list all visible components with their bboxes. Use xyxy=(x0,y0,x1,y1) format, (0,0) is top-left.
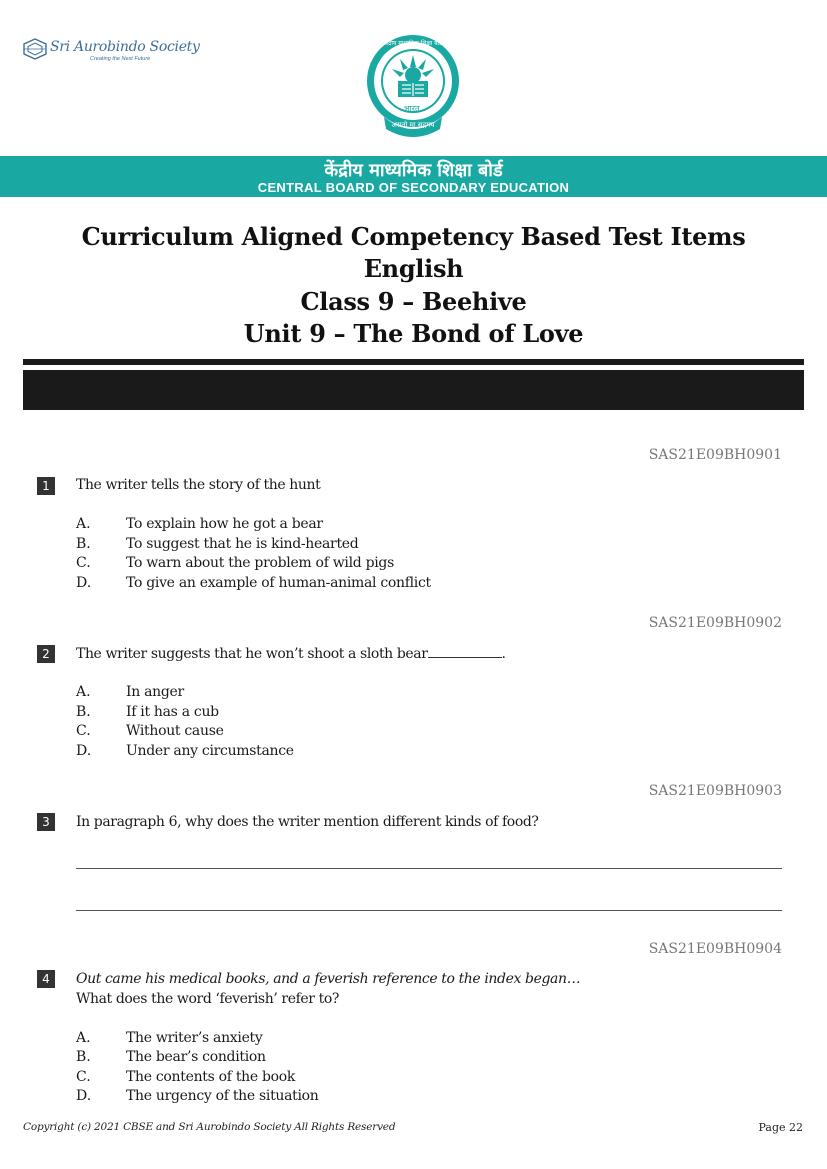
option-text: The contents of the book xyxy=(126,1069,296,1085)
option-label: D. xyxy=(76,1088,92,1104)
board-name-hindi: केंद्रीय माध्यमिक शिक्षा बोर्ड xyxy=(324,160,503,181)
option-label: A. xyxy=(76,516,91,532)
option-label: C. xyxy=(76,1069,91,1085)
board-banner xyxy=(0,156,827,197)
answer-line[interactable] xyxy=(76,910,782,911)
question-text: The writer tells the story of the hunt xyxy=(76,477,321,493)
option-label: C. xyxy=(76,555,91,571)
question-text-line xyxy=(76,645,506,662)
fill-in-blank xyxy=(428,645,502,658)
question-number-badge: 4 xyxy=(37,970,55,988)
option-label: D. xyxy=(76,743,92,759)
option-label: C. xyxy=(76,723,91,739)
question-text: In paragraph 6, why does the writer mention different kinds of food? xyxy=(76,814,539,830)
option-text: To explain how he got a bear xyxy=(126,516,323,532)
question-code: SAS21E09BH0904 xyxy=(648,941,782,957)
option-text: To suggest that he is kind-hearted xyxy=(126,536,359,552)
emblem-bharat-text: भारत xyxy=(404,104,420,113)
option-label: B. xyxy=(76,1049,91,1065)
divider-bar xyxy=(23,370,804,410)
option-text: Without cause xyxy=(126,723,224,739)
option-text: Under any circumstance xyxy=(126,743,294,759)
cbse-emblem xyxy=(364,33,462,143)
question-code: SAS21E09BH0903 xyxy=(648,783,782,799)
board-name-english: CENTRAL BOARD OF SECONDARY EDUCATION xyxy=(257,180,570,195)
sas-logo-name: Sri Aurobindo Society xyxy=(50,39,200,55)
option-text: The writer’s anxiety xyxy=(126,1030,263,1046)
question-number-badge: 1 xyxy=(37,477,55,495)
document-title: Curriculum Aligned Competency Based Test Items xyxy=(81,222,746,251)
option-label: A. xyxy=(76,684,91,700)
option-text: If it has a cub xyxy=(126,704,219,720)
sas-logo-tagline: Creating the Next Future xyxy=(90,56,151,62)
emblem-motto-text: असतो मा सद्गमय xyxy=(391,121,435,129)
footer-page-number: Page 22 xyxy=(758,1121,803,1134)
sas-symbol-icon xyxy=(22,38,48,60)
option-text: To give an example of human-animal conflict xyxy=(126,575,431,591)
footer-copyright: Copyright (c) 2021 CBSE and Sri Aurobindo Society All Rights Reserved xyxy=(23,1121,396,1133)
question-code: SAS21E09BH0901 xyxy=(648,447,782,463)
question-text: The writer suggests that he won’t shoot a sloth bear xyxy=(76,646,428,662)
option-text: In anger xyxy=(126,684,184,700)
option-text: To warn about the problem of wild pigs xyxy=(126,555,394,571)
class-title: Class 9 – Beehive xyxy=(300,287,527,316)
question-number-badge: 2 xyxy=(37,645,55,663)
option-label: D. xyxy=(76,575,92,591)
divider-thin xyxy=(23,359,804,365)
question-number-badge: 3 xyxy=(37,813,55,831)
option-label: B. xyxy=(76,536,91,552)
emblem-hindi-ring-text: केंद्रीय माध्यमिक शिक्षा बोर्ड xyxy=(383,40,443,47)
answer-line[interactable] xyxy=(76,868,782,869)
question-quote: Out came his medical books, and a feverish reference to the index began… xyxy=(76,971,581,987)
subject-title: English xyxy=(363,254,464,283)
sri-aurobindo-society-logo xyxy=(22,36,200,68)
option-text: The urgency of the situation xyxy=(126,1088,319,1104)
option-text: The bear’s condition xyxy=(126,1049,266,1065)
option-label: A. xyxy=(76,1030,91,1046)
question-text: What does the word ‘feverish’ refer to? xyxy=(76,991,339,1007)
question-text-end: . xyxy=(501,646,506,662)
unit-title: Unit 9 – The Bond of Love xyxy=(243,319,584,348)
question-code: SAS21E09BH0902 xyxy=(648,615,782,631)
option-label: B. xyxy=(76,704,91,720)
